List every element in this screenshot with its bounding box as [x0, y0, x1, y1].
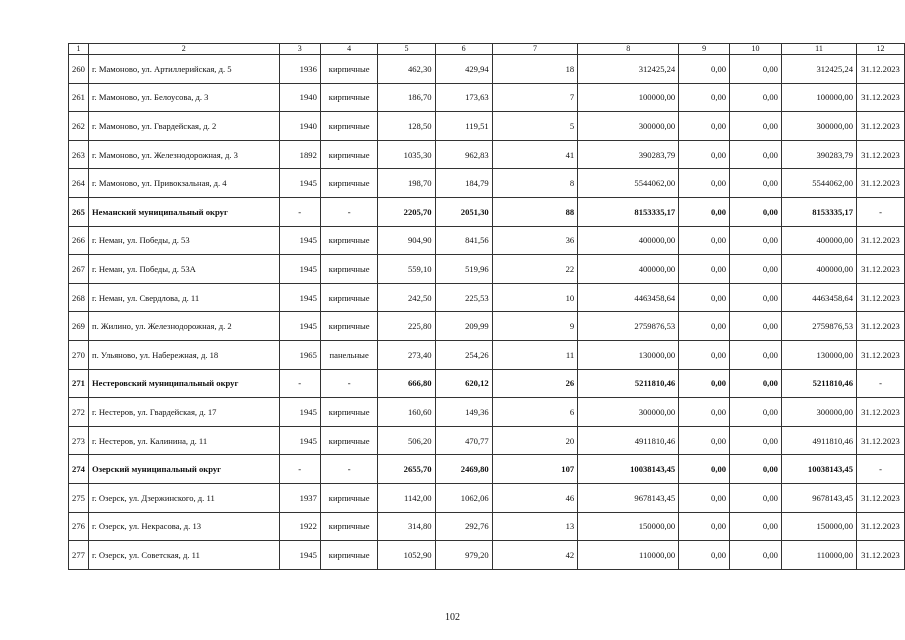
cell-year-built: 1945	[279, 226, 320, 255]
cell-year-built: 1945	[279, 283, 320, 312]
cell-living-area: 254,26	[435, 340, 492, 369]
cell-cost-owners: 4911810,46	[781, 426, 856, 455]
cell-fund-local: 0,00	[730, 340, 782, 369]
table-row	[69, 55, 905, 84]
cell-total-area: 198,70	[378, 169, 435, 198]
cell-address: Нестеровский муниципальный округ	[88, 369, 279, 398]
cell-residents: 8	[492, 169, 577, 198]
cell-deadline: 31.12.2023	[857, 226, 905, 255]
cell-deadline: -	[857, 369, 905, 398]
cell-wall-material: кирпичные	[320, 426, 378, 455]
cell-residents: 46	[492, 483, 577, 512]
cell-cost-total: 390283,79	[578, 140, 679, 169]
cell-fund-local: 0,00	[730, 541, 782, 570]
cell-fund-regional: 0,00	[679, 140, 730, 169]
cell-fund-regional: 0,00	[679, 283, 730, 312]
column-header-3: 3	[279, 44, 320, 55]
cell-deadline: -	[857, 197, 905, 226]
cell-fund-local: 0,00	[730, 455, 782, 484]
cell-cost-total: 5211810,46	[578, 369, 679, 398]
cell-year-built: 1945	[279, 312, 320, 341]
cell-cost-total: 400000,00	[578, 226, 679, 255]
table-row	[69, 340, 905, 369]
cell-fund-local: 0,00	[730, 369, 782, 398]
cell-living-area: 841,56	[435, 226, 492, 255]
cell-fund-local: 0,00	[730, 512, 782, 541]
cell-cost-total: 312425,24	[578, 55, 679, 84]
cell-living-area: 470,77	[435, 426, 492, 455]
cell-row-number: 272	[69, 398, 89, 427]
cell-row-number: 277	[69, 541, 89, 570]
column-header-5: 5	[378, 44, 435, 55]
cell-cost-total: 4463458,64	[578, 283, 679, 312]
cell-residents: 26	[492, 369, 577, 398]
cell-year-built: -	[279, 369, 320, 398]
cell-address: п. Ульяново, ул. Набережная, д. 18	[88, 340, 279, 369]
cell-row-number: 264	[69, 169, 89, 198]
cell-year-built: 1922	[279, 512, 320, 541]
cell-address: Озерский муниципальный округ	[88, 455, 279, 484]
cell-deadline: 31.12.2023	[857, 340, 905, 369]
cell-residents: 36	[492, 226, 577, 255]
cell-living-area: 184,79	[435, 169, 492, 198]
cell-fund-local: 0,00	[730, 398, 782, 427]
cell-living-area: 149,36	[435, 398, 492, 427]
cell-fund-regional: 0,00	[679, 312, 730, 341]
cell-cost-total: 8153335,17	[578, 197, 679, 226]
cell-address: г. Неман, ул. Победы, д. 53А	[88, 255, 279, 284]
cell-fund-regional: 0,00	[679, 255, 730, 284]
document-table	[68, 43, 905, 570]
cell-wall-material: кирпичные	[320, 312, 378, 341]
column-header-10: 10	[730, 44, 782, 55]
cell-wall-material: кирпичные	[320, 283, 378, 312]
cell-cost-owners: 2759876,53	[781, 312, 856, 341]
table-row	[69, 398, 905, 427]
subtotal-row	[69, 369, 905, 398]
cell-cost-total: 400000,00	[578, 255, 679, 284]
subtotal-row	[69, 197, 905, 226]
cell-total-area: 242,50	[378, 283, 435, 312]
cell-residents: 10	[492, 283, 577, 312]
cell-cost-owners: 300000,00	[781, 398, 856, 427]
cell-year-built: 1945	[279, 255, 320, 284]
cell-fund-regional: 0,00	[679, 541, 730, 570]
cell-wall-material: -	[320, 197, 378, 226]
cell-address: г. Мамоново, ул. Белоусова, д. 3	[88, 83, 279, 112]
cell-address: г. Озерск, ул. Дзержинского, д. 11	[88, 483, 279, 512]
cell-fund-regional: 0,00	[679, 398, 730, 427]
cell-cost-owners: 312425,24	[781, 55, 856, 84]
cell-total-area: 186,70	[378, 83, 435, 112]
cell-cost-total: 4911810,46	[578, 426, 679, 455]
cell-row-number: 269	[69, 312, 89, 341]
cell-living-area: 209,99	[435, 312, 492, 341]
cell-row-number: 261	[69, 83, 89, 112]
cell-residents: 6	[492, 398, 577, 427]
cell-row-number: 268	[69, 283, 89, 312]
cell-deadline: 31.12.2023	[857, 255, 905, 284]
cell-cost-owners: 150000,00	[781, 512, 856, 541]
cell-wall-material: кирпичные	[320, 226, 378, 255]
cell-deadline: 31.12.2023	[857, 541, 905, 570]
column-header-11: 11	[781, 44, 856, 55]
table-row	[69, 426, 905, 455]
cell-deadline: 31.12.2023	[857, 169, 905, 198]
table-row	[69, 112, 905, 141]
cell-year-built: 1892	[279, 140, 320, 169]
cell-cost-owners: 400000,00	[781, 226, 856, 255]
cell-cost-owners: 130000,00	[781, 340, 856, 369]
cell-address: г. Озерск, ул. Советская, д. 11	[88, 541, 279, 570]
cell-row-number: 263	[69, 140, 89, 169]
column-header-6: 6	[435, 44, 492, 55]
cell-fund-regional: 0,00	[679, 426, 730, 455]
cell-row-number: 260	[69, 55, 89, 84]
table-row	[69, 83, 905, 112]
cell-total-area: 1052,90	[378, 541, 435, 570]
cell-cost-owners: 10038143,45	[781, 455, 856, 484]
cell-living-area: 429,94	[435, 55, 492, 84]
cell-living-area: 979,20	[435, 541, 492, 570]
cell-address: г. Мамоново, ул. Привокзальная, д. 4	[88, 169, 279, 198]
cell-total-area: 462,30	[378, 55, 435, 84]
cell-residents: 41	[492, 140, 577, 169]
cell-fund-regional: 0,00	[679, 197, 730, 226]
cell-address: г. Мамоново, ул. Артиллерийская, д. 5	[88, 55, 279, 84]
cell-deadline: -	[857, 455, 905, 484]
cell-fund-regional: 0,00	[679, 112, 730, 141]
cell-residents: 107	[492, 455, 577, 484]
table-row	[69, 255, 905, 284]
cell-cost-owners: 110000,00	[781, 541, 856, 570]
cell-cost-owners: 5211810,46	[781, 369, 856, 398]
cell-deadline: 31.12.2023	[857, 312, 905, 341]
cell-residents: 88	[492, 197, 577, 226]
cell-year-built: 1936	[279, 55, 320, 84]
cell-fund-local: 0,00	[730, 112, 782, 141]
cell-row-number: 270	[69, 340, 89, 369]
cell-cost-total: 150000,00	[578, 512, 679, 541]
cell-address: г. Неман, ул. Свердлова, д. 11	[88, 283, 279, 312]
cell-living-area: 962,83	[435, 140, 492, 169]
cell-year-built: 1945	[279, 398, 320, 427]
cell-row-number: 267	[69, 255, 89, 284]
cell-wall-material: кирпичные	[320, 398, 378, 427]
cell-address: г. Нестеров, ул. Гвардейская, д. 17	[88, 398, 279, 427]
cell-residents: 42	[492, 541, 577, 570]
cell-cost-owners: 8153335,17	[781, 197, 856, 226]
cell-cost-owners: 4463458,64	[781, 283, 856, 312]
cell-cost-total: 10038143,45	[578, 455, 679, 484]
column-header-1: 1	[69, 44, 89, 55]
cell-fund-local: 0,00	[730, 283, 782, 312]
cell-wall-material: -	[320, 369, 378, 398]
cell-total-area: 128,50	[378, 112, 435, 141]
cell-fund-regional: 0,00	[679, 369, 730, 398]
cell-cost-owners: 9678143,45	[781, 483, 856, 512]
cell-address: г. Неман, ул. Победы, д. 53	[88, 226, 279, 255]
cell-living-area: 173,63	[435, 83, 492, 112]
cell-deadline: 31.12.2023	[857, 483, 905, 512]
cell-year-built: 1940	[279, 112, 320, 141]
cell-fund-local: 0,00	[730, 226, 782, 255]
cell-row-number: 262	[69, 112, 89, 141]
cell-residents: 22	[492, 255, 577, 284]
cell-deadline: 31.12.2023	[857, 426, 905, 455]
cell-deadline: 31.12.2023	[857, 140, 905, 169]
cell-cost-owners: 300000,00	[781, 112, 856, 141]
cell-fund-local: 0,00	[730, 140, 782, 169]
cell-fund-regional: 0,00	[679, 55, 730, 84]
cell-cost-owners: 100000,00	[781, 83, 856, 112]
cell-living-area: 225,53	[435, 283, 492, 312]
cell-residents: 9	[492, 312, 577, 341]
cell-cost-owners: 400000,00	[781, 255, 856, 284]
cell-year-built: 1937	[279, 483, 320, 512]
cell-fund-local: 0,00	[730, 83, 782, 112]
cell-cost-total: 130000,00	[578, 340, 679, 369]
cell-wall-material: кирпичные	[320, 112, 378, 141]
cell-total-area: 225,80	[378, 312, 435, 341]
cell-row-number: 271	[69, 369, 89, 398]
cell-cost-total: 5544062,00	[578, 169, 679, 198]
cell-address: г. Мамоново, ул. Железнодорожная, д. 3	[88, 140, 279, 169]
cell-fund-regional: 0,00	[679, 169, 730, 198]
cell-address: г. Озерск, ул. Некрасова, д. 13	[88, 512, 279, 541]
cell-residents: 5	[492, 112, 577, 141]
cell-deadline: 31.12.2023	[857, 512, 905, 541]
cell-row-number: 274	[69, 455, 89, 484]
column-header-12: 12	[857, 44, 905, 55]
cell-total-area: 506,20	[378, 426, 435, 455]
column-header-8: 8	[578, 44, 679, 55]
cell-fund-regional: 0,00	[679, 455, 730, 484]
cell-year-built: 1945	[279, 541, 320, 570]
cell-year-built: -	[279, 197, 320, 226]
column-header-4: 4	[320, 44, 378, 55]
cell-row-number: 265	[69, 197, 89, 226]
cell-total-area: 2205,70	[378, 197, 435, 226]
column-header-7: 7	[492, 44, 577, 55]
table-row	[69, 541, 905, 570]
cell-total-area: 559,10	[378, 255, 435, 284]
cell-living-area: 2051,30	[435, 197, 492, 226]
cell-fund-local: 0,00	[730, 55, 782, 84]
cell-row-number: 273	[69, 426, 89, 455]
header-row	[69, 44, 905, 55]
cell-wall-material: кирпичные	[320, 255, 378, 284]
cell-cost-total: 110000,00	[578, 541, 679, 570]
cell-fund-local: 0,00	[730, 426, 782, 455]
cell-total-area: 1142,00	[378, 483, 435, 512]
table-row	[69, 140, 905, 169]
cell-living-area: 1062,06	[435, 483, 492, 512]
cell-year-built: 1940	[279, 83, 320, 112]
cell-fund-regional: 0,00	[679, 512, 730, 541]
cell-row-number: 275	[69, 483, 89, 512]
cell-fund-local: 0,00	[730, 169, 782, 198]
cell-address: г. Нестеров, ул. Калинина, д. 11	[88, 426, 279, 455]
cell-fund-local: 0,00	[730, 312, 782, 341]
cell-row-number: 266	[69, 226, 89, 255]
cell-cost-total: 9678143,45	[578, 483, 679, 512]
cell-wall-material: кирпичные	[320, 541, 378, 570]
table-row	[69, 226, 905, 255]
cell-total-area: 2655,70	[378, 455, 435, 484]
cell-cost-total: 300000,00	[578, 112, 679, 141]
table-row	[69, 512, 905, 541]
cell-fund-regional: 0,00	[679, 83, 730, 112]
cell-residents: 13	[492, 512, 577, 541]
cell-residents: 20	[492, 426, 577, 455]
subtotal-row	[69, 455, 905, 484]
column-header-2: 2	[88, 44, 279, 55]
cell-living-area: 2469,80	[435, 455, 492, 484]
cell-cost-total: 2759876,53	[578, 312, 679, 341]
cell-fund-regional: 0,00	[679, 340, 730, 369]
cell-deadline: 31.12.2023	[857, 55, 905, 84]
cell-residents: 18	[492, 55, 577, 84]
cell-deadline: 31.12.2023	[857, 112, 905, 141]
table-row	[69, 312, 905, 341]
page-number: 102	[445, 612, 460, 623]
cell-cost-total: 100000,00	[578, 83, 679, 112]
cell-living-area: 519,96	[435, 255, 492, 284]
cell-total-area: 904,90	[378, 226, 435, 255]
cell-address: г. Мамоново, ул. Гвардейская, д. 2	[88, 112, 279, 141]
cell-address: п. Жилино, ул. Железнодорожная, д. 2	[88, 312, 279, 341]
table-row	[69, 169, 905, 198]
cell-year-built: -	[279, 455, 320, 484]
cell-wall-material: кирпичные	[320, 512, 378, 541]
cell-living-area: 620,12	[435, 369, 492, 398]
cell-fund-regional: 0,00	[679, 226, 730, 255]
cell-wall-material: кирпичные	[320, 169, 378, 198]
cell-total-area: 1035,30	[378, 140, 435, 169]
cell-total-area: 666,80	[378, 369, 435, 398]
cell-wall-material: кирпичные	[320, 83, 378, 112]
cell-fund-local: 0,00	[730, 483, 782, 512]
cell-year-built: 1945	[279, 426, 320, 455]
cell-living-area: 292,76	[435, 512, 492, 541]
cell-total-area: 273,40	[378, 340, 435, 369]
cell-address: Неманский муниципальный округ	[88, 197, 279, 226]
cell-row-number: 276	[69, 512, 89, 541]
cell-fund-regional: 0,00	[679, 483, 730, 512]
cell-residents: 11	[492, 340, 577, 369]
cell-cost-total: 300000,00	[578, 398, 679, 427]
cell-year-built: 1945	[279, 169, 320, 198]
cell-wall-material: -	[320, 455, 378, 484]
cell-wall-material: кирпичные	[320, 55, 378, 84]
column-header-9: 9	[679, 44, 730, 55]
cell-year-built: 1965	[279, 340, 320, 369]
cell-total-area: 314,80	[378, 512, 435, 541]
cell-cost-owners: 5544062,00	[781, 169, 856, 198]
cell-wall-material: кирпичные	[320, 483, 378, 512]
cell-cost-owners: 390283,79	[781, 140, 856, 169]
table-row	[69, 283, 905, 312]
cell-total-area: 160,60	[378, 398, 435, 427]
table-row	[69, 483, 905, 512]
cell-fund-local: 0,00	[730, 197, 782, 226]
cell-living-area: 119,51	[435, 112, 492, 141]
cell-deadline: 31.12.2023	[857, 83, 905, 112]
cell-wall-material: кирпичные	[320, 140, 378, 169]
cell-deadline: 31.12.2023	[857, 283, 905, 312]
cell-fund-local: 0,00	[730, 255, 782, 284]
cell-residents: 7	[492, 83, 577, 112]
cell-wall-material: панельные	[320, 340, 378, 369]
cell-deadline: 31.12.2023	[857, 398, 905, 427]
